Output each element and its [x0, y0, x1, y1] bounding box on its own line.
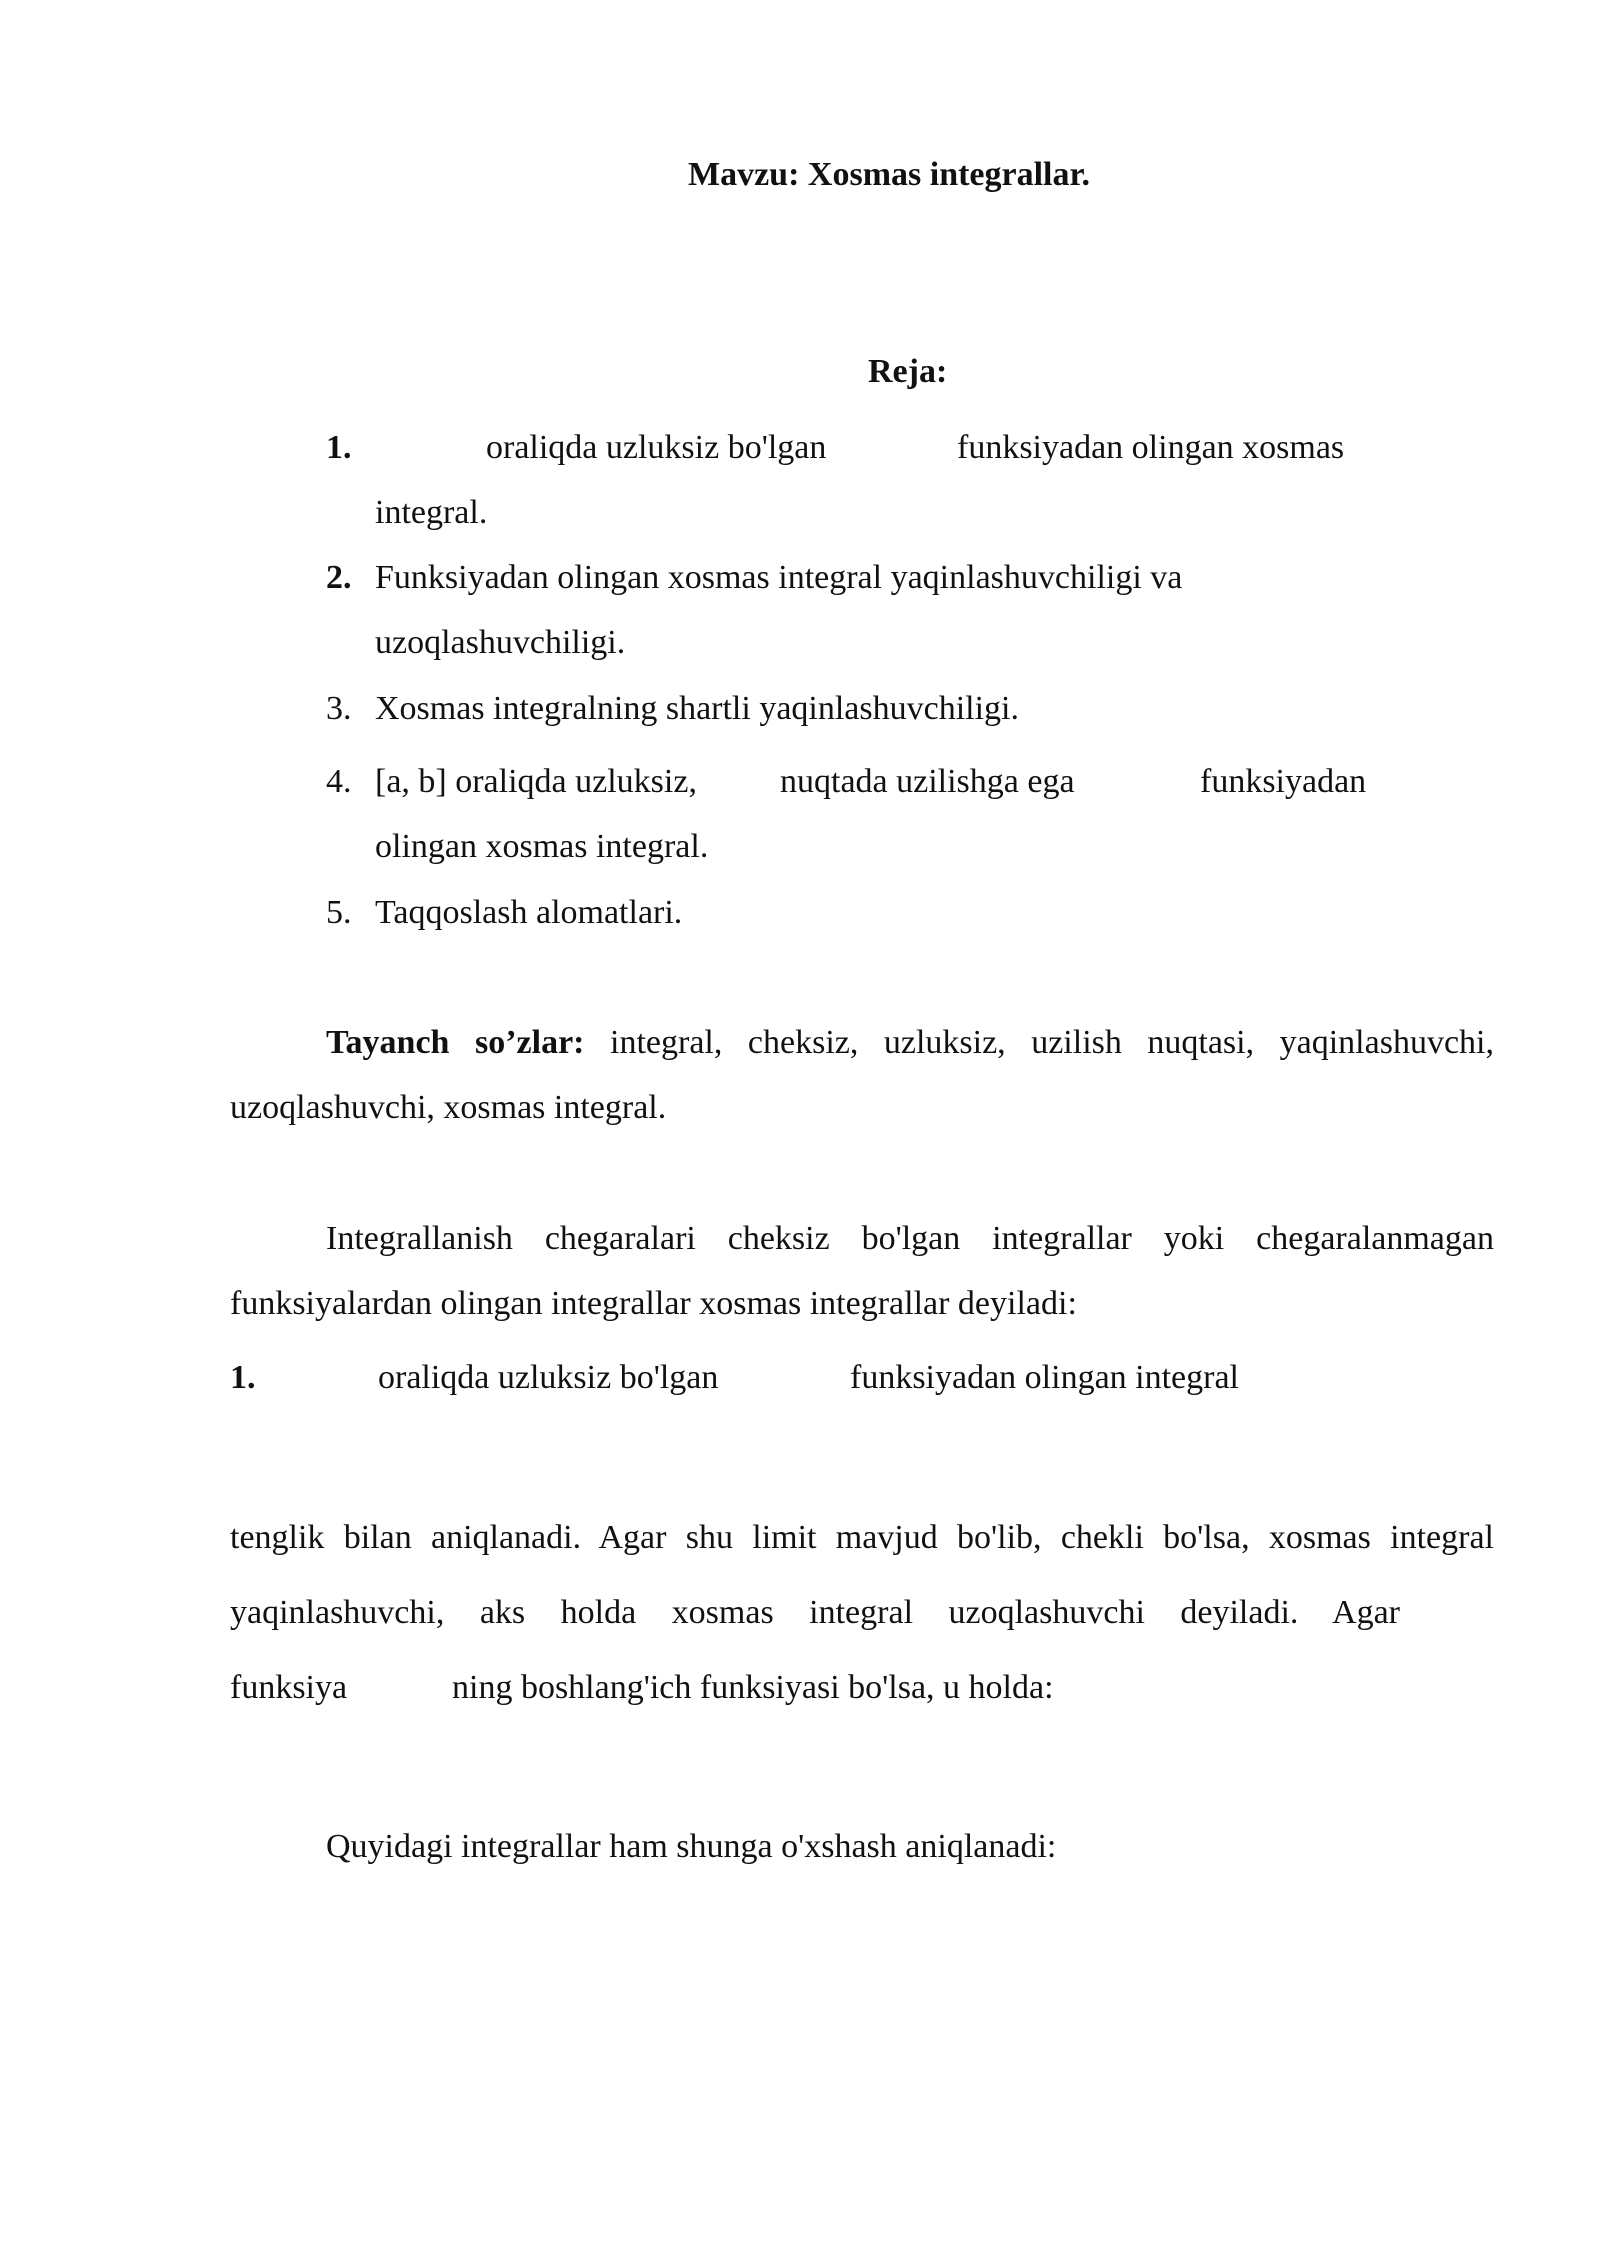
plan-item-1-text-b: funksiyadan olingan xosmas	[957, 429, 1345, 466]
plan-item-5-number: 5.	[326, 894, 352, 931]
plan-heading: Reja:	[868, 353, 948, 390]
keywords-line-1	[326, 1023, 1494, 1063]
intro-line-2: funksiyalardan olingan integrallar xosmas integrallar deyiladi:	[230, 1285, 1077, 1322]
plan-item-2-continuation: uzoqlashuvchiligi.	[375, 624, 626, 661]
plan-item-1-text-a: oraliqda uzluksiz bo'lgan	[486, 429, 827, 466]
case-1-text-b: funksiyadan olingan integral	[850, 1359, 1240, 1396]
plan-item-3-text: Xosmas integralning shartli yaqinlashuvchiligi.	[375, 690, 1020, 727]
case-1-text-a: oraliqda uzluksiz bo'lgan	[378, 1359, 719, 1396]
plan-item-4-continuation: olingan xosmas integral.	[375, 828, 709, 865]
keywords-line-2: uzoqlashuvchi, xosmas integral.	[230, 1089, 667, 1126]
similar-integrals-text: Quyidagi integrallar ham shunga o'xshash aniqlanadi:	[326, 1828, 1057, 1865]
plan-item-4-number: 4.	[326, 763, 352, 800]
plan-item-2-number: 2.	[326, 559, 352, 596]
case-1-number: 1.	[230, 1359, 256, 1396]
plan-item-5-text: Taqqoslash alomatlari.	[375, 894, 683, 931]
definition-line-2: yaqinlashuvchi, aks holda xosmas integral uzoqlashuvchi deyiladi. Agar	[230, 1594, 1400, 1631]
definition-line-1: tenglik bilan aniqlanadi. Agar shu limit mavjud bo'lib, chekli bo'lsa, xosmas integral	[230, 1519, 1494, 1556]
definition-line-3-a: funksiya	[230, 1669, 348, 1706]
plan-item-3-number: 3.	[326, 690, 352, 727]
plan-item-1-number: 1.	[326, 429, 352, 466]
plan-item-4-text-c: funksiyadan	[1200, 763, 1367, 800]
plan-item-4-text-b: nuqtada uzilishga ega	[780, 763, 1075, 800]
plan-item-2-text: Funksiyadan olingan xosmas integral yaqinlashuvchiligi va	[375, 559, 1183, 596]
definition-line-3-b: ning boshlang'ich funksiyasi bo'lsa, u holda:	[452, 1669, 1054, 1706]
intro-line-1: Integrallanish chegaralari cheksiz bo'lgan integrallar yoki chegaralanmagan	[326, 1220, 1494, 1257]
page-title: Mavzu: Xosmas integrallar.	[688, 156, 1090, 193]
keywords-label: Tayanch so’zlar:	[326, 1024, 585, 1061]
keywords-list: integral, cheksiz, uzluksiz, uzilish nuqtasi, yaqinlashuvchi,	[610, 1024, 1494, 1061]
plan-item-1-continuation: integral.	[375, 494, 488, 531]
plan-item-4-text-a: [a, b] oraliqda uzluksiz,	[375, 763, 697, 800]
